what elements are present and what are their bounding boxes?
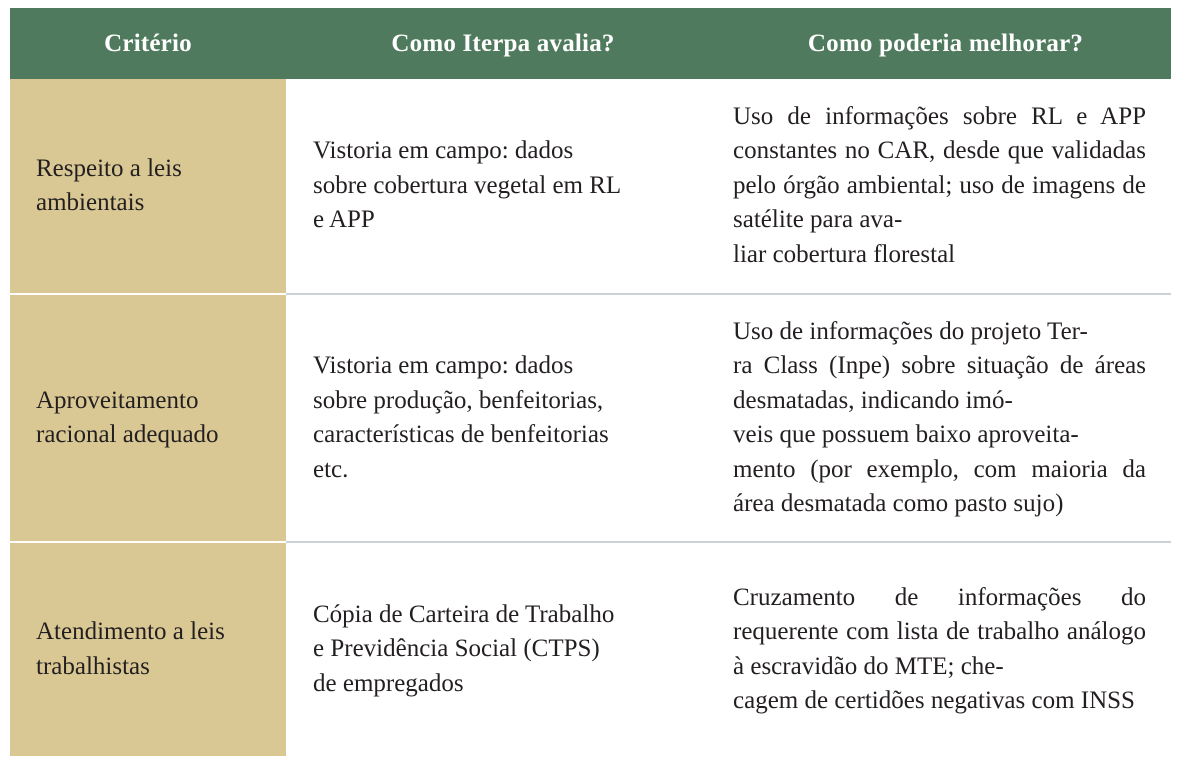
avaliacao-cell [286, 295, 720, 541]
melhoria-text: Cruzamento de informações do requerente com lista de trabalho análogo à escravidão do MTE; che- cagem de certidões negativas com INSS [733, 583, 1146, 714]
melhoria-text: Uso de informações do projeto Ter- ra Class (Inpe) sobre situação de áreas desmatadas, indicando imó- veis que possuem baixo aproveita- mento (por exemplo, com maioria da área desmatada como pasto sujo) [733, 317, 1146, 517]
criterio-text: Aproveitamento racional adequado [36, 386, 219, 448]
criterio-cell [10, 79, 286, 293]
criterio-text: Respeito a leis ambientais [36, 154, 182, 216]
criterio-text: Atendimento a leis trabalhistas [36, 618, 225, 680]
criteria-table [10, 8, 1171, 756]
avaliacao-text: Vistoria em campo: dados sobre produção, benfeitorias, características de benfeitorias etc. [313, 352, 609, 483]
melhoria-cell [720, 543, 1171, 756]
criterio-cell [10, 543, 286, 756]
header-como-poderia-melhorar: Como poderia melhorar? [807, 29, 1084, 57]
criterio-cell [10, 295, 286, 541]
avaliacao-cell [286, 79, 720, 293]
table-row [10, 543, 1171, 756]
avaliacao-cell [286, 543, 720, 756]
melhoria-cell [720, 295, 1171, 541]
melhoria-text: Uso de informações sobre RL e APP constantes no CAR, desde que validadas pelo órgão ambiental; uso de imagens de satélite para ava- liar cobertura florestal [733, 102, 1146, 268]
avaliacao-text: Vistoria em campo: dados sobre cobertura vegetal em RL e APP [313, 137, 622, 234]
header-criterio: Critério [104, 29, 192, 57]
table-row [10, 295, 1171, 541]
melhoria-cell [720, 79, 1171, 293]
table-header [10, 8, 1171, 79]
avaliacao-text: Cópia de Carteira de Trabalho e Previdência Social (CTPS) de empregados [313, 600, 615, 697]
table-row [10, 79, 1171, 293]
header-como-iterpa-avalia: Como Iterpa avalia? [391, 29, 615, 57]
